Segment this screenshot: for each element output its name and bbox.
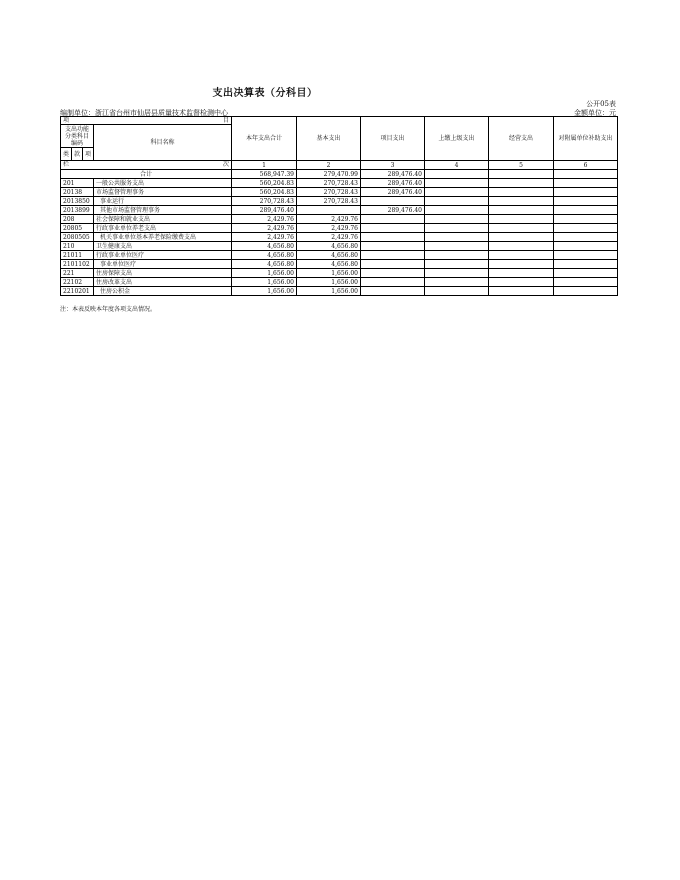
table-row [61, 269, 618, 278]
row-code: 221 [61, 269, 94, 278]
row-value [489, 206, 554, 215]
row-value: 289,476.40 [361, 188, 425, 197]
row-value [554, 188, 618, 197]
total-value [554, 170, 618, 179]
row-value [361, 197, 425, 206]
table-row [61, 251, 618, 260]
row-value [361, 242, 425, 251]
col-number: 4 [425, 161, 489, 170]
row-value: 2,429.76 [297, 233, 361, 242]
row-value [425, 215, 489, 224]
total-value: 289,476.40 [361, 170, 425, 179]
row-name: 机关事业单位基本养老保险缴费支出 [94, 233, 232, 242]
col-number: 3 [361, 161, 425, 170]
code-group-header: 支出功能分类科目编码 [61, 125, 94, 148]
row-value [489, 260, 554, 269]
row-value: 1,656.00 [297, 287, 361, 296]
row-code: 20138 [61, 188, 94, 197]
row-name: 卫生健康支出 [94, 242, 232, 251]
table-row [61, 197, 618, 206]
col-header-5: 经营支出 [489, 117, 554, 161]
header-top-left: 项 [63, 117, 70, 124]
row-value: 4,656.80 [297, 251, 361, 260]
row-value [554, 206, 618, 215]
row-value [425, 197, 489, 206]
row-value [425, 278, 489, 287]
row-code: 20805 [61, 224, 94, 233]
header-top-right: 目 [222, 117, 229, 124]
table-row [61, 260, 618, 269]
row-value [425, 224, 489, 233]
row-value: 4,656.80 [297, 242, 361, 251]
row-value [361, 278, 425, 287]
row-value [425, 206, 489, 215]
row-value: 560,204.83 [232, 179, 297, 188]
table-row [61, 206, 618, 215]
row-value [489, 251, 554, 260]
row-value: 2,429.76 [297, 215, 361, 224]
row-value: 2,429.76 [232, 224, 297, 233]
row-name: 住房公积金 [94, 287, 232, 296]
row-value [489, 179, 554, 188]
row-value [489, 233, 554, 242]
row-value [489, 215, 554, 224]
col-number: 2 [297, 161, 361, 170]
col-header-4: 上缴上级支出 [425, 117, 489, 161]
row-value [361, 269, 425, 278]
header-item-cell [61, 117, 232, 125]
row-value [297, 206, 361, 215]
row-code: 208 [61, 215, 94, 224]
row-value [554, 215, 618, 224]
row-value: 560,204.83 [232, 188, 297, 197]
xiang-header: 项 [83, 148, 94, 161]
row-code: 2210201 [61, 287, 94, 296]
table-row [61, 233, 618, 242]
row-value [425, 188, 489, 197]
row-value [489, 197, 554, 206]
table-row [61, 188, 618, 197]
row-value [554, 287, 618, 296]
row-name: 事业运行 [94, 197, 232, 206]
row-value [554, 224, 618, 233]
total-row [61, 170, 618, 179]
table-row [61, 278, 618, 287]
lanci-left: 栏 [63, 161, 70, 168]
row-value [554, 242, 618, 251]
total-value: 279,470.99 [297, 170, 361, 179]
row-value [489, 278, 554, 287]
row-value [554, 197, 618, 206]
row-value: 1,656.00 [232, 278, 297, 287]
row-code: 2101102 [61, 260, 94, 269]
row-value: 1,656.00 [297, 269, 361, 278]
name-col-header: 科目名称 [94, 125, 232, 161]
row-value [489, 242, 554, 251]
total-value: 568,947.39 [232, 170, 297, 179]
row-value: 1,656.00 [232, 287, 297, 296]
table-row [61, 215, 618, 224]
row-value: 1,656.00 [297, 278, 361, 287]
form-code: 公开05表 [586, 100, 616, 108]
row-code: 201 [61, 179, 94, 188]
row-name: 一般公共服务支出 [94, 179, 232, 188]
row-value [361, 260, 425, 269]
row-value [554, 179, 618, 188]
row-value: 270,728.43 [297, 188, 361, 197]
lanci-right: 次 [222, 161, 229, 168]
row-value [425, 251, 489, 260]
row-value: 2,429.76 [232, 215, 297, 224]
total-value [425, 170, 489, 179]
row-code: 21011 [61, 251, 94, 260]
row-code: 2013850 [61, 197, 94, 206]
row-value [361, 251, 425, 260]
row-value: 4,656.80 [232, 242, 297, 251]
col-number: 1 [232, 161, 297, 170]
row-value [554, 269, 618, 278]
row-name: 住房改革支出 [94, 278, 232, 287]
row-code: 2013899 [61, 206, 94, 215]
row-value [554, 260, 618, 269]
row-value [554, 278, 618, 287]
expenditure-table [60, 116, 618, 296]
row-value: 270,728.43 [297, 197, 361, 206]
col-number: 6 [554, 161, 618, 170]
row-name: 市场监督管理事务 [94, 188, 232, 197]
row-value [554, 233, 618, 242]
row-code: 22102 [61, 278, 94, 287]
row-value [361, 224, 425, 233]
row-name: 其他市场监督管理事务 [94, 206, 232, 215]
lei-header: 类 [61, 148, 72, 161]
row-value: 4,656.80 [232, 251, 297, 260]
row-value: 289,476.40 [232, 206, 297, 215]
row-value [489, 269, 554, 278]
col-header-2: 基本支出 [297, 117, 361, 161]
footnote: 注：本表反映本年度各项支出情况。 [60, 306, 157, 313]
header-row-top [61, 117, 618, 125]
row-value [361, 287, 425, 296]
row-value [425, 269, 489, 278]
row-value: 289,476.40 [361, 179, 425, 188]
col-header-3: 项目支出 [361, 117, 425, 161]
row-name: 行政事业单位医疗 [94, 251, 232, 260]
row-value [361, 233, 425, 242]
row-value [489, 188, 554, 197]
table-row [61, 224, 618, 233]
col-header-6: 对附属单位补助支出 [554, 117, 618, 161]
lanci-cell [61, 161, 232, 170]
row-name: 事业单位医疗 [94, 260, 232, 269]
row-value: 4,656.80 [232, 260, 297, 269]
row-value: 1,656.00 [232, 269, 297, 278]
row-code: 2080505 [61, 233, 94, 242]
row-name: 行政事业单位养老支出 [94, 224, 232, 233]
row-value [361, 215, 425, 224]
row-value [425, 242, 489, 251]
currency-unit: 金额单位：元 [574, 109, 616, 117]
row-value [425, 287, 489, 296]
row-value: 2,429.76 [232, 233, 297, 242]
total-label: 合计 [61, 170, 232, 179]
row-value [425, 233, 489, 242]
reporting-unit: 编制单位：浙江省台州市仙居县质量技术监督检测中心 [60, 109, 228, 117]
row-name: 社会保障和就业支出 [94, 215, 232, 224]
kuan-header: 款 [72, 148, 83, 161]
row-value: 270,728.43 [297, 179, 361, 188]
row-value [425, 260, 489, 269]
row-value: 289,476.40 [361, 206, 425, 215]
row-name: 住房保障支出 [94, 269, 232, 278]
row-value: 2,429.76 [297, 224, 361, 233]
col-number: 5 [489, 161, 554, 170]
row-value [425, 179, 489, 188]
row-code: 210 [61, 242, 94, 251]
col-header-1: 本年支出合计 [232, 117, 297, 161]
row-value: 270,728.43 [232, 197, 297, 206]
row-value: 4,656.80 [297, 260, 361, 269]
column-number-row [61, 161, 618, 170]
table-row [61, 242, 618, 251]
row-value [489, 224, 554, 233]
table-row [61, 179, 618, 188]
row-value [489, 287, 554, 296]
total-value [489, 170, 554, 179]
row-value [554, 251, 618, 260]
table-row [61, 287, 618, 296]
report-title: 支出决算表（分科目） [212, 88, 318, 99]
